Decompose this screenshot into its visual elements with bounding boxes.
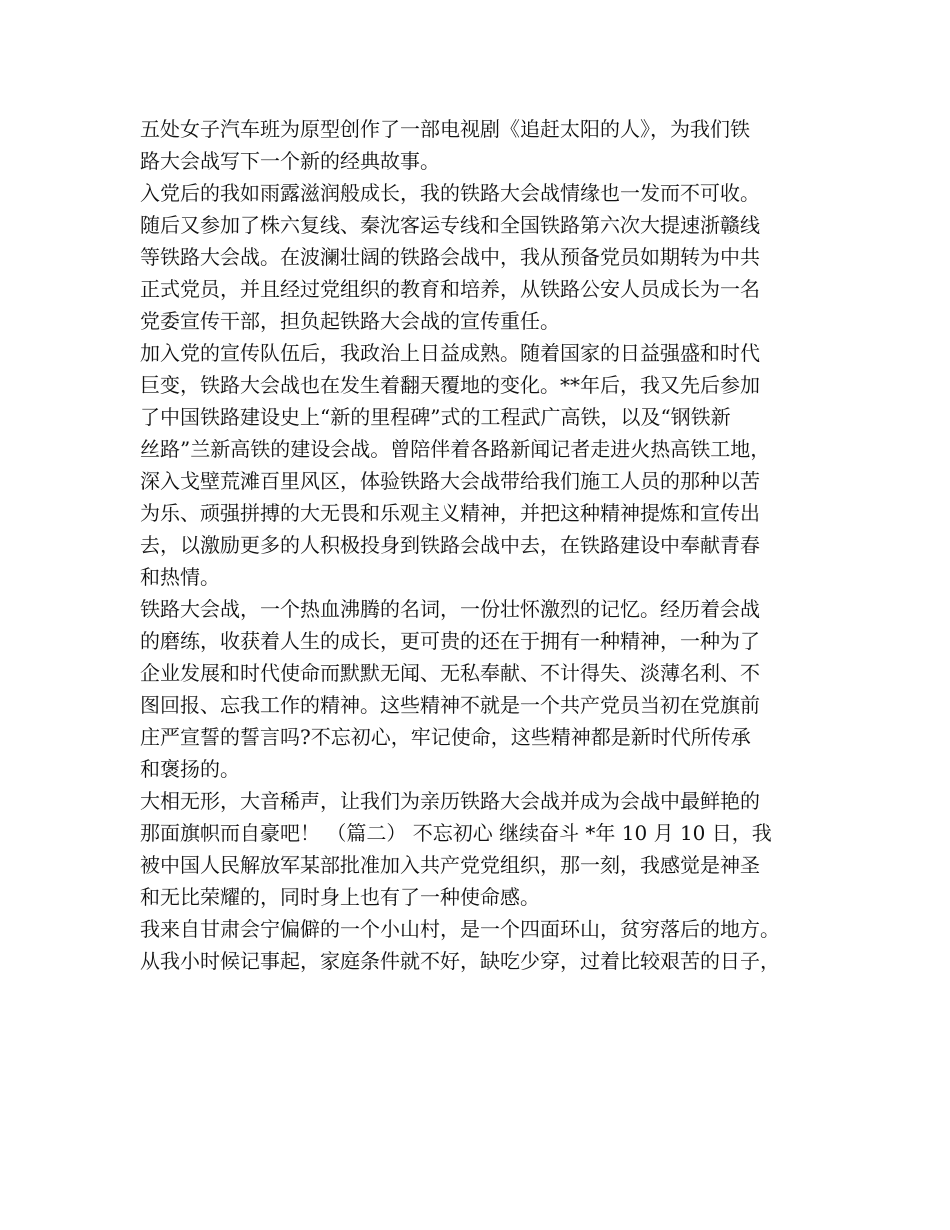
text-line: 深入戈壁荒滩百里风区，体验铁路大会战带给我们施工人员的那种以苦: [140, 469, 760, 493]
text-line: 去，以激励更多的人积极投身到铁路会战中去，在铁路建设中奉献青春: [140, 533, 760, 557]
text-line: 巨变，铁路大会战也在发生着翻天覆地的变化。**年后，我又先后参加: [140, 373, 760, 397]
text-line: 入党后的我如雨露滋润般成长，我的铁路大会战情缘也一发而不可收。: [140, 181, 760, 205]
text-line: 随后又参加了株六复线、秦沈客运专线和全国铁路第六次大提速浙赣线: [140, 213, 760, 237]
text-line: 正式党员，并且经过党组织的教育和培养，从铁路公安人员成长为一名: [140, 277, 760, 301]
text-line: 铁路大会战，一个热血沸腾的名词，一份壮怀激烈的记忆。经历着会战: [140, 597, 760, 621]
text-line: 加入党的宣传队伍后，我政治上日益成熟。随着国家的日益强盛和时代: [140, 341, 760, 365]
text-line: 为乐、顽强拼搏的大无畏和乐观主义精神，并把这种精神提炼和宣传出: [140, 501, 760, 525]
text-line: 路大会战写下一个新的经典故事。: [140, 149, 440, 173]
text-line: 等铁路大会战。在波澜壮阔的铁路会战中，我从预备党员如期转为中共: [140, 245, 760, 269]
text-line: 图回报、忘我工作的精神。这些精神不就是一个共产党员当初在党旗前: [140, 693, 760, 717]
text-line: 的磨练，收获着人生的成长，更可贵的还在于拥有一种精神，一种为了: [140, 629, 760, 653]
text-line: 企业发展和时代使命而默默无闻、无私奉献、不计得失、淡薄名利、不: [140, 661, 760, 685]
text-line: 了中国铁路建设史上“新的里程碑”式的工程武广高铁，以及“钢铁新: [140, 405, 731, 429]
text-line: 党委宣传干部，担负起铁路大会战的宣传重任。: [140, 309, 560, 333]
text-line: 和无比荣耀的，同时身上也有了一种使命感。: [140, 885, 540, 909]
text-line: 庄严宣誓的誓言吗?不忘初心，牢记使命，这些精神都是新时代所传承: [140, 725, 751, 749]
text-line: 被中国人民解放军某部批准加入共产党党组织，那一刻，我感觉是神圣: [140, 853, 760, 877]
text-line: 那面旗帜而自豪吧！ （篇二） 不忘初心 继续奋斗 *年 10 月 10 日，我: [140, 821, 772, 845]
text-line: 丝路”兰新高铁的建设会战。曾陪伴着各路新闻记者走进火热高铁工地，: [140, 437, 771, 461]
text-line: 和热情。: [140, 565, 220, 589]
text-line: 和褒扬的。: [140, 757, 240, 781]
text-line: 大相无形，大音稀声，让我们为亲历铁路大会战并成为会战中最鲜艳的: [140, 789, 760, 813]
text-line: 我来自甘肃会宁偏僻的一个小山村，是一个四面环山，贫穷落后的地方。: [140, 917, 780, 941]
text-line: 五处女子汽车班为原型创作了一部电视剧《追赶太阳的人》，为我们铁: [140, 117, 750, 141]
document-body: [140, 113, 830, 977]
text-line: 从我小时候记事起，家庭条件就不好，缺吃少穿，过着比较艰苦的日子，: [140, 949, 780, 973]
